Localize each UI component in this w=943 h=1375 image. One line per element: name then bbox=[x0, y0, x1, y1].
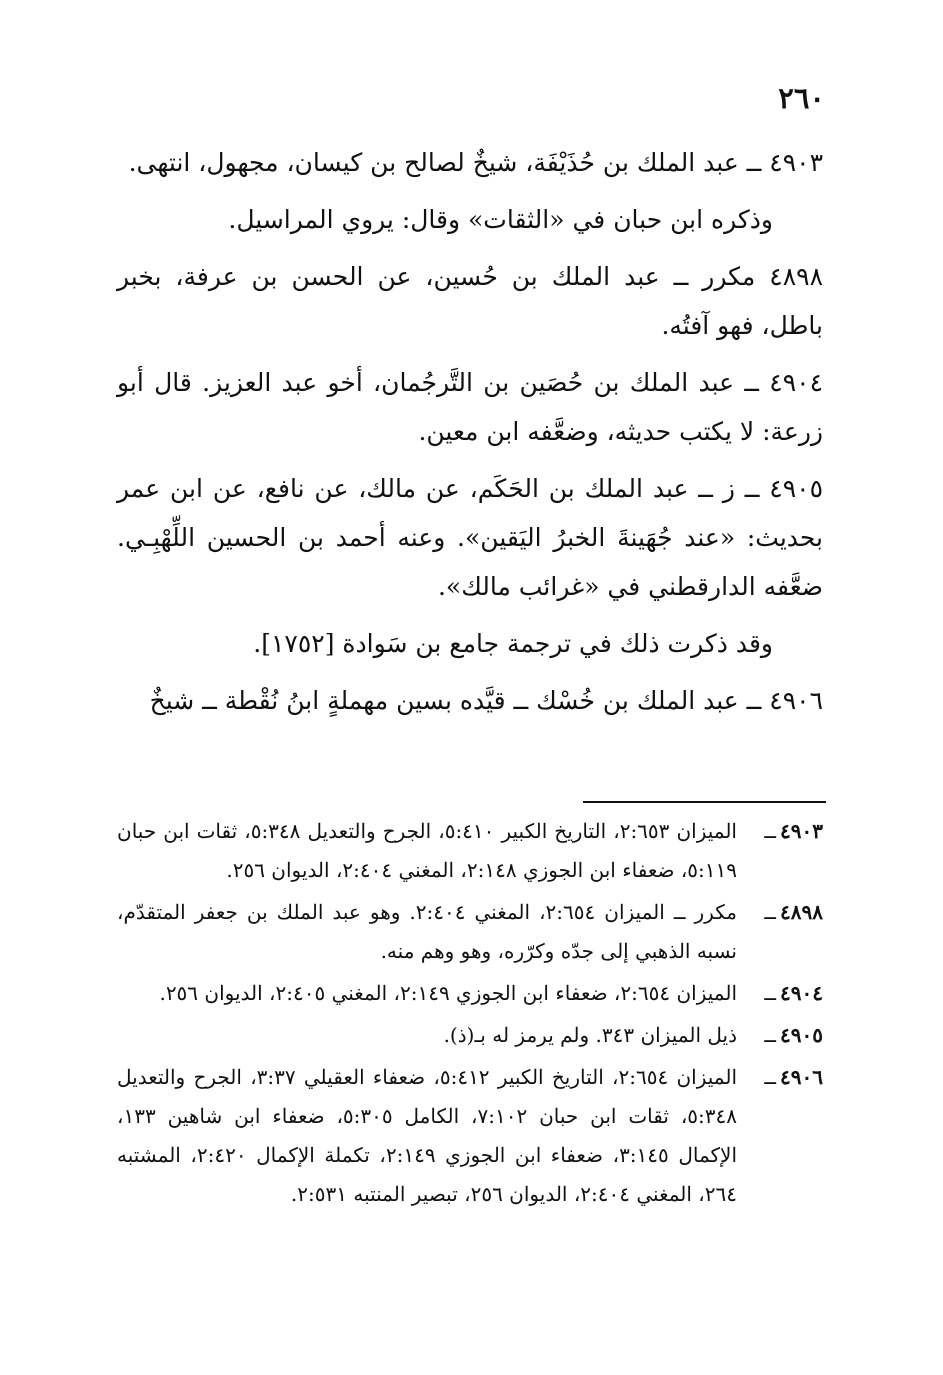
entry-4905: ٤٩٠٥ ــ ز ــ عبد الملك بن الحَكَم، عن مالك، عن نافع، عن ابن عمر بحديث: «عند جُهَينةَ الخبرُ اليَقين». وعنه أحمد بن الحسين اللِّهْبِـي. ضعَّفه الدارقطني في «غرائب مالك». bbox=[117, 474, 823, 601]
footnote-number: ٤٩٠٥ــ bbox=[764, 1023, 823, 1047]
page-number: ٢٦٠ bbox=[778, 81, 825, 115]
footnote-text: الميزان ٢:٦٥٤، التاريخ الكبير ٥:٤١٢، ضعفاء العقيلي ٣:٣٧، الجرح والتعديل ٥:٣٤٨، ثقات ابن حبان ٧:١٠٢، الكامل ٥:٣٠٥، ضعفاء ابن شاهين ١٣٣، الإكمال ٣:١٤٥، ضعفاء ابن الجوزي ٢:١٤٩، تكملة الإكمال ٢:٤٢٠، المشتبه ٢٦٤، المغني ٢:٤٠٤، الديوان ٢٥٦، تبصير المنتبه ٢:٥٣١. bbox=[117, 1065, 738, 1206]
footnote-text: الميزان ٢:٦٥٣، التاريخ الكبير ٥:٤١٠، الجرح والتعديل ٥:٣٤٨، ثقات ابن حبان ٥:١١٩، ضعفاء ابن الجوزي ٢:١٤٨، المغني ٢:٤٠٤، الديوان ٢٥٦. bbox=[117, 819, 737, 882]
footnote-4903 bbox=[117, 812, 823, 890]
main-text bbox=[117, 138, 823, 733]
footnotes bbox=[117, 812, 823, 1217]
entry-4906: ٤٩٠٦ ــ عبد الملك بن خُسْك ــ قيَّده بسين مهملةٍ ابنُ نُقْطة ــ شيخٌ bbox=[149, 686, 823, 715]
entry-4904: ٤٩٠٤ ــ عبد الملك بن حُصَين بن التَّرجُمان، أخو عبد العزيز. قال أبو زرعة: لا يكتب حديثه، وضعَّفه ابن معين. bbox=[117, 368, 823, 446]
footnote-4898 bbox=[117, 893, 823, 971]
footnote-separator bbox=[583, 801, 826, 803]
entry-4903: ٤٩٠٣ ــ عبد الملك بن حُذَيْفَة، شيخٌ لصالح بن كيسان، مجهول، انتهى. bbox=[128, 148, 823, 177]
footnote-number: ٤٨٩٨ــ bbox=[764, 900, 823, 924]
footnote-number: ٤٩٠٦ــ bbox=[764, 1065, 823, 1089]
footnote-text: مكرر ــ الميزان ٢:٦٥٤، المغني ٢:٤٠٤. وهو عبد الملك بن جعفر المتقدّم، نسبه الذهبي إلى جدّه وكرّره، وهو وهم منه. bbox=[117, 900, 737, 963]
footnote-4906 bbox=[117, 1058, 823, 1214]
entry-4905-note: وقد ذكرت ذلك في ترجمة جامع بن سَوادة [١٧٥٢]. bbox=[253, 629, 773, 658]
footnote-number: ٤٩٠٤ــ bbox=[764, 981, 823, 1005]
footnote-text: الميزان ٢:٦٥٤، ضعفاء ابن الجوزي ٢:١٤٩، المغني ٢:٤٠٥، الديوان ٢٥٦. bbox=[159, 981, 737, 1005]
footnote-text: ذيل الميزان ٣٤٣. ولم يرمز له بـ(ذ). bbox=[443, 1023, 737, 1047]
entry-4903-note: وذكره ابن حبان في «الثقات» وقال: يروي المراسيل. bbox=[228, 205, 773, 234]
entry-4898-repeat: ٤٨٩٨ مكرر ــ عبد الملك بن حُسين، عن الحسن بن عرفة، بخبر باطل، فهو آفتُه. bbox=[117, 262, 823, 340]
footnote-4905 bbox=[117, 1016, 823, 1055]
footnote-number: ٤٩٠٣ــ bbox=[764, 819, 823, 843]
footnote-4904 bbox=[117, 974, 823, 1013]
